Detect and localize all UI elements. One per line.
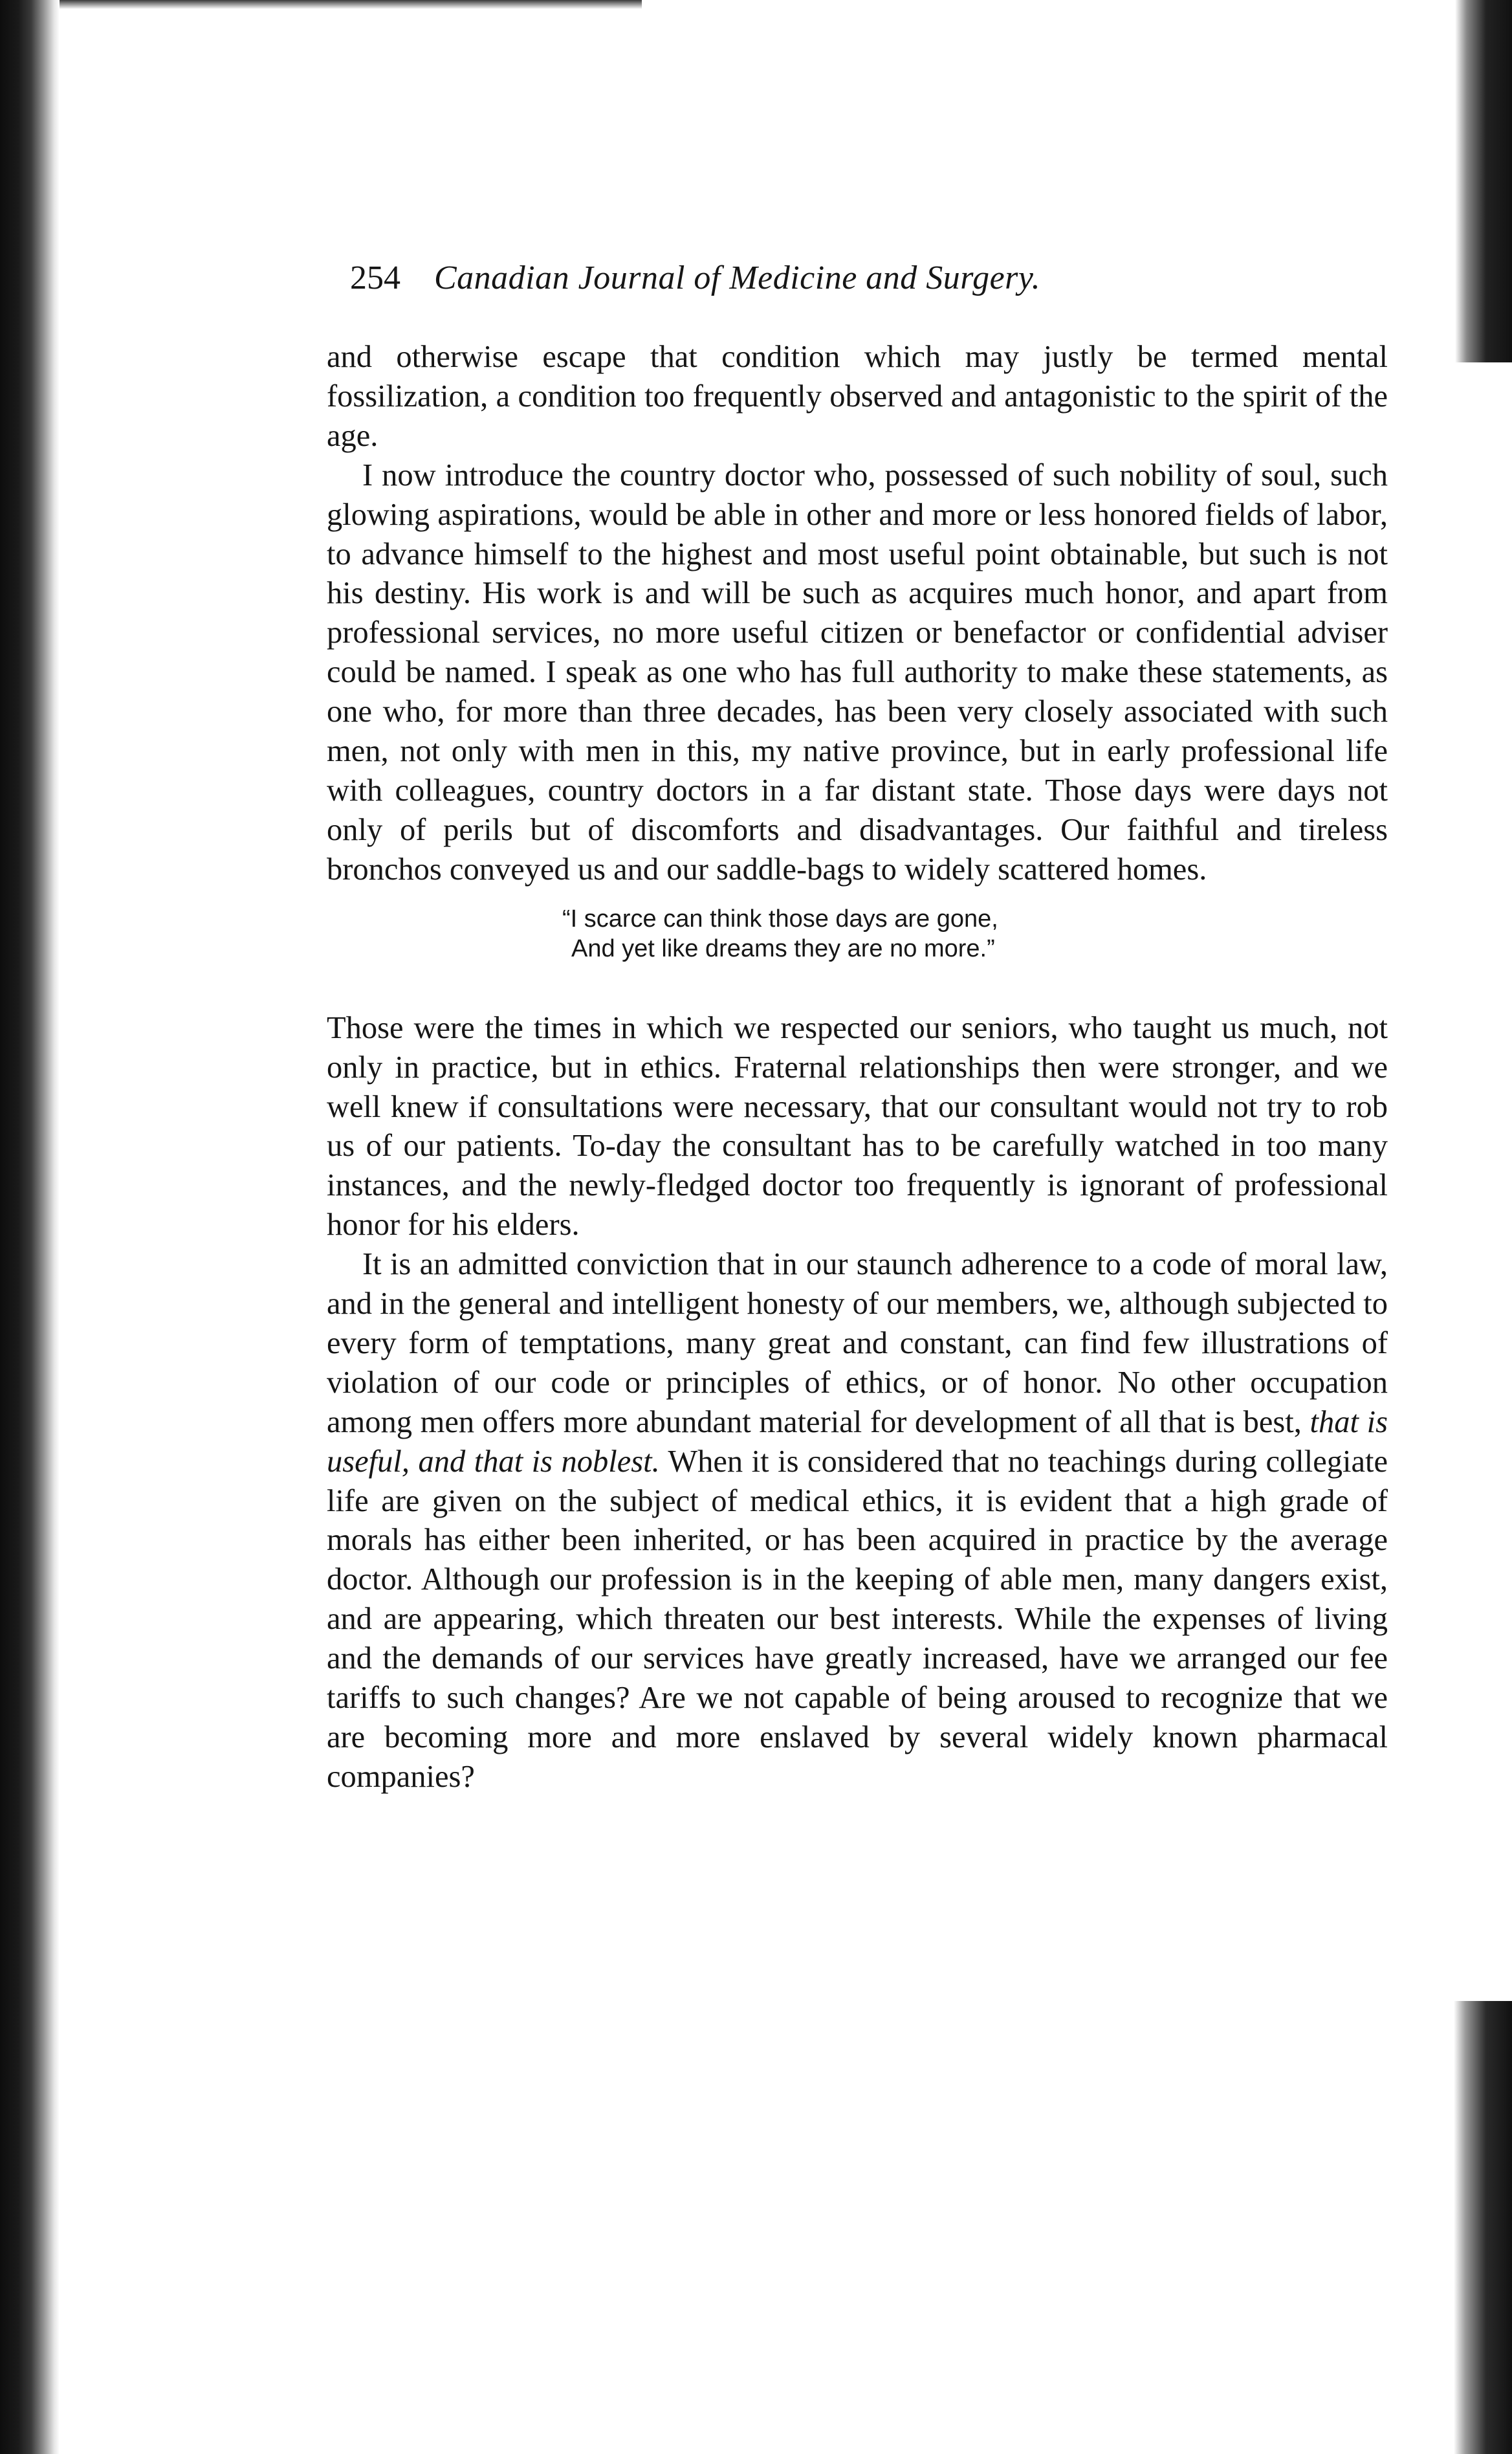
paragraph-country-doctor: I now introduce the country doctor who, possessed of such nobility of soul, such glowing aspirations, would be able in other and more or less honored fields of labor, to advance himself to the highest and most useful point obtainable, but such is not his destiny. His work is and will be such as acquires much honor, and apart from professional services, no more useful citizen or benefactor or confidential adviser could be named. I speak as one who has full authority to make these statements, as one who, for more than three decades, has been very closely associated with such men, not only with men in this, my native province, but in early professional life with colleagues, country doctors in a far distant state. Those days were days not only of perils but of discomforts and disadvantages. Our faithful and tireless bronchos conveyed us and our saddle-bags to widely scattered homes. [327, 458, 1388, 887]
running-head [350, 259, 1388, 324]
page-number: 254 [350, 260, 400, 296]
scan-right-edge-top [1455, 0, 1512, 362]
scan-top-edge [60, 0, 642, 9]
paragraph-moral-law-text: It is an admitted conviction that in our staunch adherence to a code of moral law, and in the general and intelligent honesty of our members, we, although subjected to every form of temptations, many great and constant, can find few illustrations of violation of our code or principles of ethics, or of honor. No other occupation among men offers more abundant material for development of all that is best, [327, 1247, 1388, 1439]
paragraph-continuation: and otherwise escape that condition which may justly be termed mental fossilization, a condition too frequently observed and antagonistic to the spirit of the age. [327, 340, 1388, 453]
scan-right-edge-bottom [1454, 2001, 1512, 2454]
paragraph-moral-law-rest: When it is considered that no teachings during collegiate life are given on the subject of medical ethics, it is evident that a high grade of morals has either been inherited, or has been acquired in practice by the average doctor. Although our profession is in the keeping of able men, many dangers exist, and are appearing, which threaten our best interests. While the expenses of living and the demands of our services have greatly increased, have we arranged our fee tariffs to such changes? Are we not capable of being aroused to recognize that we are becoming more and more enslaved by several widely known pharmacal companies? [327, 1444, 1388, 1794]
paragraph-moral-law [327, 1245, 1388, 1797]
article-body [327, 338, 1388, 1797]
scan-left-edge [0, 0, 60, 2454]
journal-page [327, 259, 1388, 1797]
verse-line-1: “I scarce can think those days are gone, [562, 905, 998, 933]
verse-quotation [327, 904, 1388, 964]
paragraph-seniors: Those were the times in which we respected our seniors, who taught us much, not only in practice, but in ethics. Fraternal relationships then were stronger, and we well knew if consultations were necessary, that our consultant would not try to rob us of our patients. To-day the consultant has to be carefully watched in too many instances, and the newly-fledged doctor too frequently is ignorant of professional honor for his elders. [327, 1010, 1388, 1243]
paragraph-moral-law-italic: that is useful, and that is noblest. [327, 1404, 1388, 1479]
verse-line-2: And yet like dreams they are no more.” [571, 934, 995, 962]
journal-title: Canadian Journal of Medicine and Surgery. [434, 260, 1041, 296]
